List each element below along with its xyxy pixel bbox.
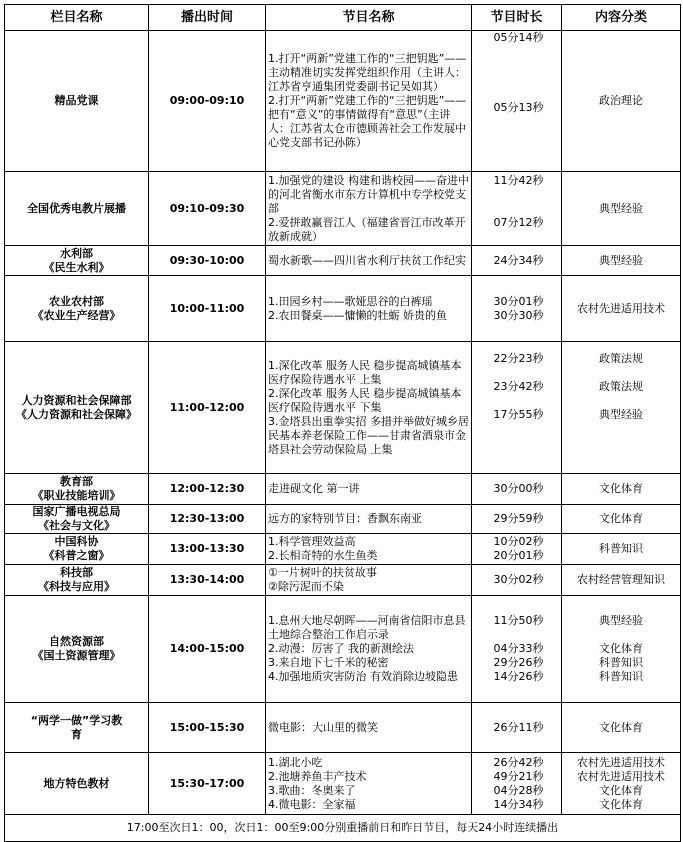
header-category: 内容分类 (562, 5, 681, 31)
duration-line: 17分55秒 (493, 407, 544, 421)
duration-cell (472, 534, 562, 565)
program-item: 3.来自地下七千米的秘密 (268, 656, 389, 669)
column-name-line: 教育部 (60, 475, 93, 488)
duration-line (478, 73, 559, 87)
category-cell (562, 565, 681, 596)
program-name-cell (266, 342, 472, 474)
duration-line (478, 450, 559, 464)
category-line: 典型经验 (599, 407, 643, 421)
program-name-cell (266, 172, 472, 246)
duration-line (478, 143, 559, 157)
category-line: 文化体育 (599, 797, 643, 811)
broadcast-time-cell: 09:10-09:30 (149, 172, 266, 246)
table-row (5, 276, 681, 342)
program-name-cell (266, 31, 472, 172)
table-row (5, 342, 681, 474)
table-row (5, 596, 681, 703)
category-line: 文化体育 (599, 512, 643, 525)
duration-cell (472, 31, 562, 172)
program-item: 走进砚文化 第一讲 (268, 482, 360, 495)
column-name-cell (5, 172, 149, 246)
category-cell (562, 596, 681, 703)
category-line: 典型经验 (599, 201, 643, 215)
program-item: 3.金塔县出重拳实招 多措并举做好城乡居民基本养老保险工作——甘肃省酒泉市金塔县社会劳动保险局 上集 (268, 414, 469, 456)
duration-line: 20分01秒 (493, 549, 544, 562)
duration-line: 11分42秒 (493, 173, 544, 187)
category-line (564, 394, 678, 408)
duration-line: 04分33秒 (493, 642, 544, 655)
category-line: 政治理论 (599, 94, 643, 107)
program-item: 远方的家特别节目：香飘东南亚 (268, 512, 422, 525)
column-name-line: 《农业生产经营》 (32, 308, 121, 322)
duration-line: 07分12秒 (493, 215, 544, 229)
duration-line: 29分59秒 (493, 512, 544, 525)
broadcast-time-cell: 12:00-12:30 (149, 474, 266, 505)
duration-line: 10分02秒 (493, 535, 544, 548)
program-name-cell (266, 534, 472, 565)
duration-line: 26分11秒 (493, 720, 544, 734)
table-row (5, 474, 681, 505)
column-name-cell (5, 246, 149, 276)
column-name-cell (5, 342, 149, 474)
duration-cell (472, 596, 562, 703)
broadcast-time-cell: 12:30-13:00 (149, 505, 266, 534)
program-name-cell (266, 505, 472, 534)
program-item: ①一片树叶的扶贫故事 (268, 566, 377, 579)
duration-line: 24分34秒 (493, 253, 544, 267)
column-name-line: 国家广播电视总局 (32, 505, 121, 518)
duration-line: 11分50秒 (493, 614, 544, 627)
category-line: 文化体育 (599, 642, 643, 655)
category-line: 科普知识 (599, 656, 643, 669)
table-row (5, 703, 681, 753)
duration-line (478, 45, 559, 59)
duration-line (478, 366, 559, 380)
duration-cell (472, 565, 562, 596)
category-line: 科普知识 (599, 542, 643, 555)
category-cell (562, 703, 681, 753)
broadcast-time-cell: 15:00-15:30 (149, 703, 266, 753)
program-name-cell (266, 246, 472, 276)
column-name-cell (5, 753, 149, 815)
category-line: 政策法规 (599, 351, 643, 365)
column-name-line: 《科技与应用》 (38, 580, 115, 593)
category-line: 科普知识 (599, 670, 643, 683)
column-name-line: 人力资源和社会保障部 (21, 393, 132, 407)
schedule-page (4, 4, 680, 842)
duration-cell (472, 246, 562, 276)
program-item: 2.打开“两新”党建工作的“三把钥匙”——把有“意义”的事情做得有“意思”（主讲人：江苏省太仓市德顾善社会工作发展中心党支部书记孙陈） (268, 94, 467, 149)
duration-line: 14分34秒 (493, 797, 544, 811)
category-line: 农村先进适用技术 (577, 769, 665, 783)
header-row (5, 5, 681, 31)
column-name-line: 《民生水利》 (43, 260, 110, 274)
broadcast-time-cell: 15:30-17:00 (149, 753, 266, 815)
program-item: 1.息州大地尽朝晖——河南省信阳市息县土地综合整治工作启示录 (268, 614, 466, 641)
duration-line: 30分01秒 (493, 294, 544, 308)
duration-line (478, 157, 559, 171)
duration-line (478, 628, 559, 642)
footer-row (5, 815, 681, 842)
program-item: 1.湖北小吃 (268, 755, 323, 769)
broadcast-time-cell: 09:00-09:10 (149, 31, 266, 172)
duration-line: 22分23秒 (493, 351, 544, 365)
column-name-cell (5, 474, 149, 505)
category-line: 农村经营管理知识 (577, 573, 665, 586)
category-cell (562, 276, 681, 342)
duration-line: 23分42秒 (493, 379, 544, 393)
duration-line: 30分30秒 (493, 308, 544, 322)
program-item: 2.池塘养鱼丰产技术 (268, 769, 367, 783)
duration-line: 05分13秒 (493, 101, 544, 114)
category-line: 典型经验 (599, 614, 643, 627)
program-item: 2.爱拼敢赢晋江人（福建省晋江市改革开放新成就） (268, 215, 466, 243)
category-cell (562, 246, 681, 276)
column-name-line: 《职业技能培训》 (32, 489, 121, 502)
schedule-table (4, 4, 681, 842)
column-name-line: 中国科协 (54, 535, 99, 548)
column-name-line: 水利部 (60, 246, 93, 260)
duration-line (478, 129, 559, 143)
category-line: 政策法规 (599, 379, 643, 393)
duration-line (478, 188, 559, 202)
column-name-line: “两学一做”学习教 (30, 713, 123, 727)
category-line (564, 422, 678, 436)
column-name-line: 《社会与文化》 (38, 519, 115, 532)
column-name-cell (5, 596, 149, 703)
duration-line (478, 436, 559, 450)
column-name-cell (5, 565, 149, 596)
table-row (5, 31, 681, 172)
category-line (564, 628, 678, 642)
duration-cell (472, 474, 562, 505)
program-name-cell (266, 703, 472, 753)
column-name-line: 《科普之窗》 (43, 549, 110, 562)
duration-line: 30分02秒 (493, 573, 544, 586)
duration-cell (472, 703, 562, 753)
program-item: ②除污泥而不染 (268, 580, 344, 593)
duration-line: 04分28秒 (493, 783, 544, 797)
column-name-line: 精品党课 (54, 94, 99, 107)
category-line (564, 450, 678, 464)
duration-line (478, 422, 559, 436)
column-name-line: 全国优秀电教片展播 (27, 201, 126, 215)
category-line (564, 436, 678, 450)
duration-line: 14分26秒 (493, 670, 544, 683)
table-row (5, 246, 681, 276)
program-name-cell (266, 596, 472, 703)
column-name-cell (5, 534, 149, 565)
program-item: 3.歌曲：冬奥来了 (268, 783, 356, 797)
category-line: 文化体育 (599, 482, 643, 495)
table-row (5, 753, 681, 815)
column-name-line: 地方特色教材 (43, 776, 110, 790)
duration-cell (472, 172, 562, 246)
program-item: 4.加强地质灾害防治 有效消除边坡隐患 (268, 670, 458, 683)
duration-line: 26分42秒 (493, 755, 544, 769)
header-duration: 节目时长 (472, 5, 562, 31)
column-name-line: 自然资源部 (49, 635, 104, 648)
duration-line: 49分21秒 (493, 769, 544, 783)
category-cell (562, 172, 681, 246)
duration-line (478, 115, 559, 129)
column-name-line: 科技部 (60, 566, 93, 579)
column-name-cell (5, 703, 149, 753)
duration-cell (472, 505, 562, 534)
program-item: 2.长相奇特的水生鱼类 (268, 549, 378, 562)
duration-line: 29分26秒 (493, 656, 544, 669)
column-name-cell (5, 276, 149, 342)
rebroadcast-note: 17:00至次日1：00，次日1：00至9:00分别重播前日和昨日节目，每天24小时连续播出 (5, 815, 681, 842)
category-line (564, 366, 678, 380)
category-cell (562, 31, 681, 172)
duration-cell (472, 276, 562, 342)
broadcast-time-cell: 11:00-12:00 (149, 342, 266, 474)
column-name-line: 《人力资源和社会保障》 (16, 407, 137, 421)
program-item: 1.打开“两新”党建工作的“三把钥匙”——主动精准切实发挥党组织作用（主讲人：江苏省亨通集团党委副书记吴如其） (268, 52, 467, 93)
category-line: 农村先进适用技术 (577, 301, 665, 315)
program-item: 1.田园乡村——歌娅思谷的白裤瑶 (268, 294, 433, 308)
table-row (5, 505, 681, 534)
program-item: 2.动漫：厉害了 我的新测绘法 (268, 642, 414, 655)
duration-cell (472, 753, 562, 815)
duration-line (478, 202, 559, 216)
category-line: 文化体育 (599, 720, 643, 734)
header-broadcast-time: 播出时间 (149, 5, 266, 31)
program-name-cell (266, 474, 472, 505)
program-name-cell (266, 565, 472, 596)
broadcast-time-cell: 13:00-13:30 (149, 534, 266, 565)
program-item: 蜀水新歌——四川省水利厅扶贫工作纪实 (268, 253, 466, 267)
program-item: 2.深化改革 服务人民 稳步提高城镇基本医疗保险待遇水平 下集 (268, 386, 462, 414)
broadcast-time-cell: 10:00-11:00 (149, 276, 266, 342)
column-name-line: 《国土资源管理》 (32, 649, 121, 662)
broadcast-time-cell: 13:30-14:00 (149, 565, 266, 596)
duration-cell (472, 342, 562, 474)
table-row (5, 565, 681, 596)
program-item: 2.农田餐桌——慵懒的牡蛎 娇贵的鱼 (268, 308, 447, 322)
category-cell (562, 753, 681, 815)
program-item: 1.科学管理效益高 (268, 535, 356, 548)
column-name-line: 农业农村部 (49, 294, 104, 308)
broadcast-time-cell: 09:30-10:00 (149, 246, 266, 276)
category-line: 农村先进适用技术 (577, 755, 665, 769)
broadcast-time-cell: 14:00-15:00 (149, 596, 266, 703)
header-program-name: 节目名称 (266, 5, 472, 31)
program-item: 1.加强党的建设 构建和谐校园——奋进中的河北省衡水市东方计算机中专学校党支部 (268, 173, 469, 215)
program-name-cell (266, 753, 472, 815)
schedule-body (5, 31, 681, 815)
duration-line: 05分14秒 (493, 31, 544, 44)
column-name-cell (5, 505, 149, 534)
header-column-name: 栏目名称 (5, 5, 149, 31)
program-item: 4.微电影：全家福 (268, 797, 356, 811)
category-cell (562, 474, 681, 505)
duration-line: 30分00秒 (493, 482, 544, 495)
program-item: 微电影：大山里的微笑 (268, 720, 378, 734)
program-item: 1.深化改革 服务人民 稳步提高城镇基本医疗保险待遇水平 上集 (268, 358, 462, 386)
category-cell (562, 505, 681, 534)
duration-line (478, 59, 559, 73)
column-name-cell (5, 31, 149, 172)
table-row (5, 534, 681, 565)
duration-line (478, 394, 559, 408)
category-cell (562, 534, 681, 565)
duration-line (478, 230, 559, 244)
table-row (5, 172, 681, 246)
category-line: 典型经验 (599, 253, 643, 267)
duration-line (478, 87, 559, 101)
column-name-line: 育 (71, 727, 82, 741)
category-cell (562, 342, 681, 474)
program-name-cell (266, 276, 472, 342)
category-line: 文化体育 (599, 783, 643, 797)
